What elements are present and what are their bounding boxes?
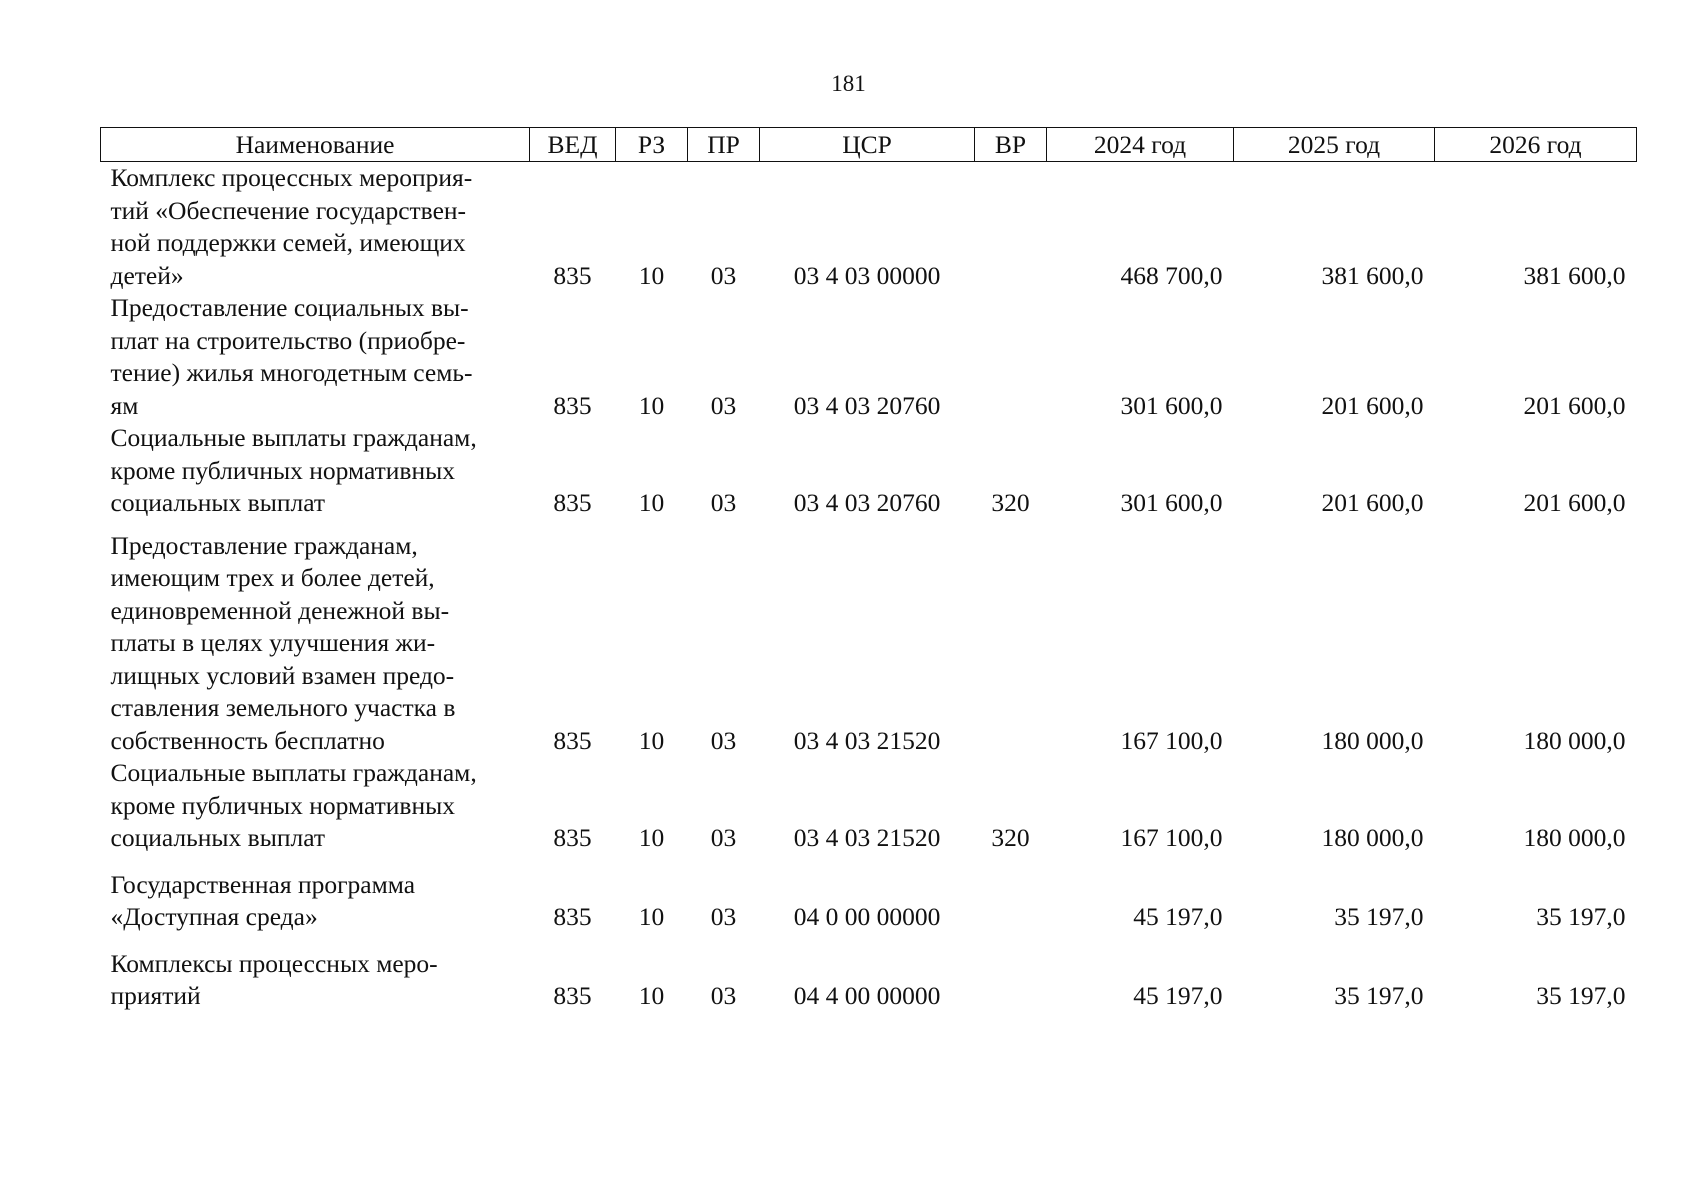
- row-name: [101, 520, 530, 758]
- row-name: [101, 292, 530, 422]
- row-name-line: социальных выплат: [110, 823, 326, 852]
- table-row: [101, 422, 1637, 520]
- row-name-line: Государственная программа: [110, 869, 416, 899]
- row-name-line: Комплекс процессных мероприя-: [110, 163, 473, 192]
- row-2026: 35 197,0: [1536, 981, 1626, 1010]
- row-ved: 835: [553, 981, 592, 1010]
- row-name-line: Комплексы процессных меро-: [110, 948, 438, 978]
- row-name-line: собственность бесплатно: [110, 725, 385, 755]
- row-vr: [975, 520, 1047, 758]
- row-ved: 835: [553, 823, 592, 852]
- row-2026: 180 000,0: [1523, 725, 1626, 755]
- row-name: [101, 422, 530, 520]
- table-header-row: [101, 128, 1637, 162]
- row-rz: 10: [638, 260, 665, 290]
- row-name-line: тение) жилья многодетным семь-: [110, 358, 473, 387]
- header-rz: РЗ: [616, 128, 688, 162]
- row-rz: 10: [638, 902, 665, 931]
- row-vr: [975, 934, 1047, 1013]
- row-2025: 381 600,0: [1321, 260, 1424, 290]
- header-2026: 2026 год: [1435, 128, 1637, 162]
- table-row: [101, 934, 1637, 1013]
- row-name-line: плат на строительство (приобре-: [110, 325, 466, 355]
- row-ved: 835: [553, 390, 592, 420]
- row-name: [101, 162, 530, 293]
- row-rz: 10: [638, 488, 665, 517]
- row-pr: 03: [710, 488, 737, 517]
- row-2026: 201 600,0: [1523, 488, 1626, 517]
- table-row: [101, 520, 1637, 758]
- row-name-line: кроме публичных нормативных: [110, 455, 455, 485]
- row-ved: 835: [553, 260, 592, 290]
- table-row: [101, 855, 1637, 934]
- row-pr: 03: [710, 823, 737, 852]
- row-2024: 45 197,0: [1133, 981, 1223, 1010]
- row-ved: 835: [553, 902, 592, 931]
- row-name-line: кроме публичных нормативных: [110, 790, 455, 820]
- row-2025: 180 000,0: [1321, 725, 1424, 755]
- page-number: 181: [831, 71, 866, 96]
- row-csr: 04 4 00 00000: [793, 981, 941, 1010]
- row-2024: 301 600,0: [1120, 390, 1223, 420]
- row-2026: 201 600,0: [1523, 390, 1626, 420]
- row-2025: 35 197,0: [1334, 981, 1424, 1010]
- row-name-line: Предоставление социальных вы-: [110, 293, 469, 322]
- row-csr: 03 4 03 21520: [793, 823, 941, 852]
- table-row: [101, 757, 1637, 855]
- row-2024: 167 100,0: [1120, 823, 1223, 852]
- header-name: Наименование: [101, 128, 530, 162]
- row-rz: 10: [638, 823, 665, 852]
- row-2026: 180 000,0: [1523, 823, 1626, 852]
- header-csr: ЦСР: [760, 128, 975, 162]
- row-ved: 835: [553, 488, 592, 517]
- row-pr: 03: [710, 260, 737, 290]
- row-2025: 180 000,0: [1321, 823, 1424, 852]
- row-2026: 35 197,0: [1536, 902, 1626, 931]
- row-2025: 201 600,0: [1321, 390, 1424, 420]
- row-rz: 10: [638, 390, 665, 420]
- row-csr: 03 4 03 20760: [793, 390, 941, 420]
- row-name: [101, 855, 530, 934]
- row-name-line: тий «Обеспечение государствен-: [110, 195, 467, 225]
- row-2024: 167 100,0: [1120, 725, 1223, 755]
- row-name-line: платы в целях улучшения жи-: [110, 628, 436, 657]
- row-name-line: ставления земельного участка в: [110, 693, 456, 722]
- row-csr: 03 4 03 21520: [793, 725, 941, 755]
- row-2024: 45 197,0: [1133, 902, 1223, 931]
- header-2025: 2025 год: [1234, 128, 1435, 162]
- row-pr: 03: [710, 902, 737, 931]
- table-row: [101, 162, 1637, 293]
- row-vr: [975, 855, 1047, 934]
- budget-table: [100, 127, 1637, 1013]
- row-2026: 381 600,0: [1523, 260, 1626, 290]
- row-name-line: ной поддержки семей, имеющих: [110, 228, 466, 257]
- row-2025: 35 197,0: [1334, 902, 1424, 931]
- row-csr: 04 0 00 00000: [793, 902, 941, 931]
- row-2024: 301 600,0: [1120, 488, 1223, 517]
- row-name-line: имеющим трех и более детей,: [110, 563, 435, 592]
- row-name-line: социальных выплат: [110, 488, 326, 517]
- row-name: [101, 757, 530, 855]
- row-pr: 03: [710, 981, 737, 1010]
- row-csr: 03 4 03 00000: [793, 260, 941, 290]
- row-rz: 10: [638, 725, 665, 755]
- row-name-line: Социальные выплаты гражданам,: [110, 758, 477, 787]
- row-csr: 03 4 03 20760: [793, 488, 941, 517]
- header-2024: 2024 год: [1047, 128, 1234, 162]
- row-ved: 835: [553, 725, 592, 755]
- table-row: [101, 292, 1637, 422]
- row-name-line: Социальные выплаты гражданам,: [110, 423, 477, 452]
- row-name-line: единовременной денежной вы-: [110, 595, 450, 625]
- row-2025: 201 600,0: [1321, 488, 1424, 517]
- header-pr: ПР: [688, 128, 760, 162]
- row-name-line: ям: [110, 390, 139, 420]
- row-vr: [975, 162, 1047, 293]
- row-2024: 468 700,0: [1120, 260, 1223, 290]
- row-vr: [975, 292, 1047, 422]
- row-name-line: «Доступная среда»: [110, 902, 318, 931]
- row-pr: 03: [710, 390, 737, 420]
- row-name-line: Предоставление гражданам,: [110, 530, 418, 560]
- header-ved: ВЕД: [530, 128, 616, 162]
- row-vr: 320: [991, 823, 1030, 852]
- row-name: [101, 934, 530, 1013]
- header-vr: ВР: [975, 128, 1047, 162]
- row-name-line: детей»: [110, 260, 184, 290]
- row-name-line: лищных условий взамен предо-: [110, 660, 455, 690]
- row-vr: 320: [991, 488, 1030, 517]
- row-name-line: приятий: [110, 981, 201, 1010]
- row-pr: 03: [710, 725, 737, 755]
- row-rz: 10: [638, 981, 665, 1010]
